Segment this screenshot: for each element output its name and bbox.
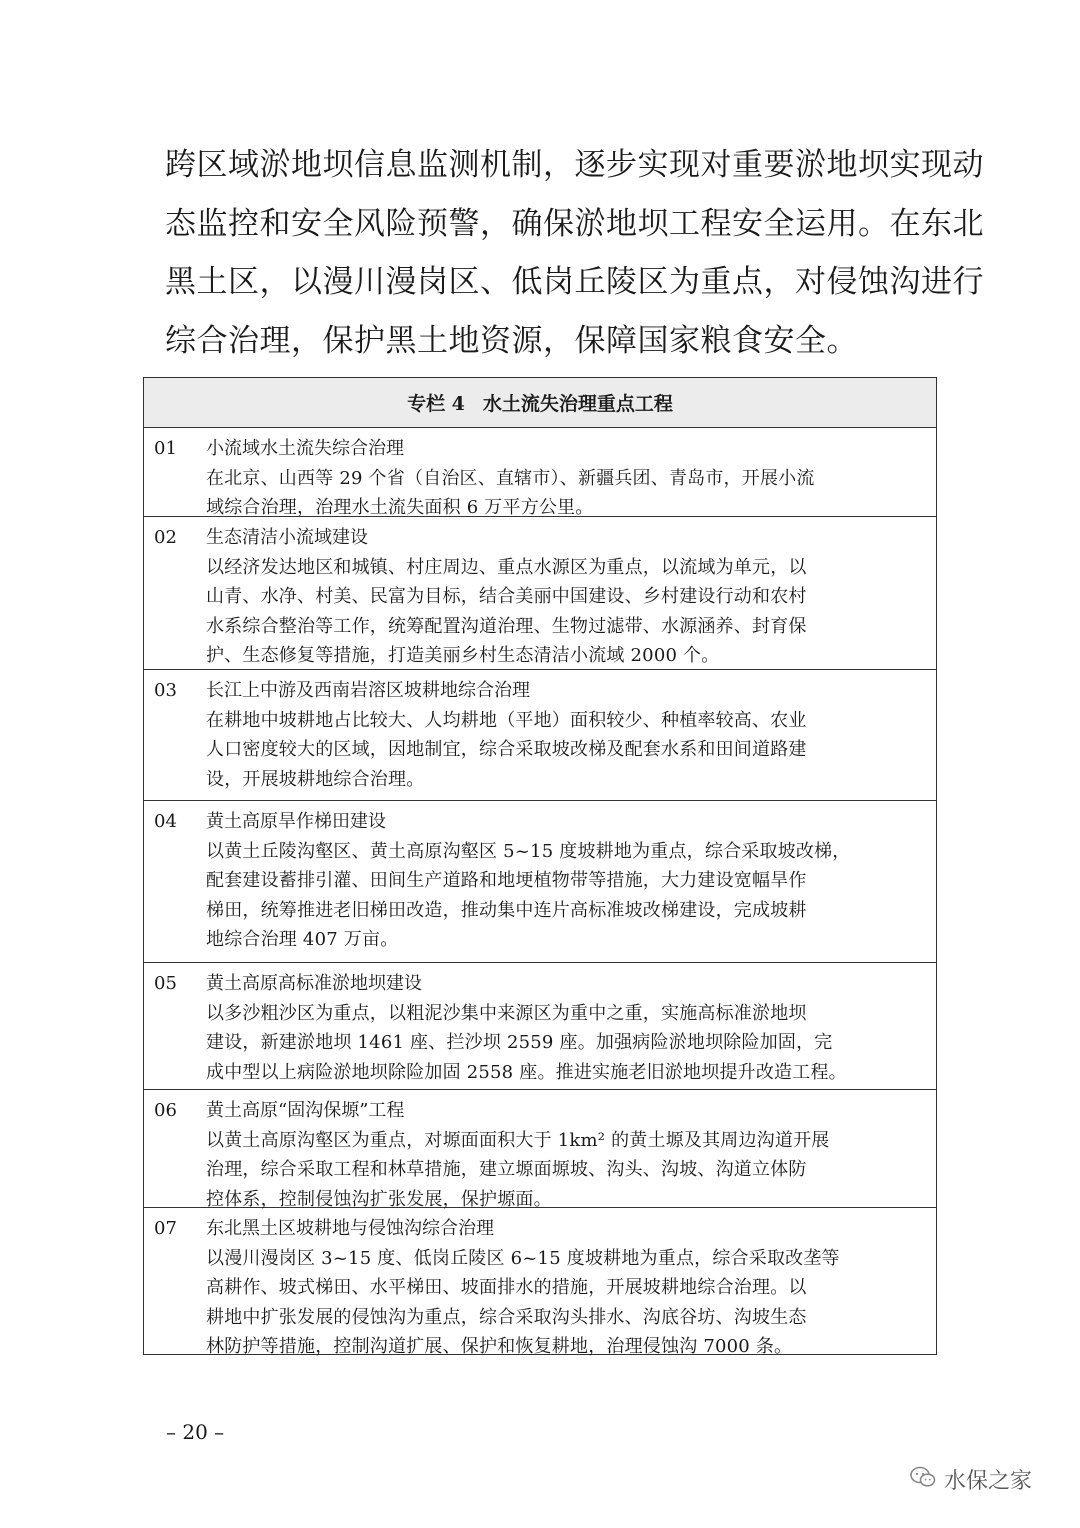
project-body: [206, 969, 936, 1089]
project-text-line: 耕地中扩张发展的侵蚀沟为重点，综合采取沟头排水、沟底谷坊、沟坡生态: [206, 1306, 807, 1328]
project-title: 小流域水土流失综合治理: [206, 438, 404, 459]
page-number: – 20 –: [166, 1420, 225, 1444]
project-number: 05: [154, 973, 177, 994]
intro-line: 跨区域淤地坝信息监测机制，逐步实现对重要淤地坝实现动: [165, 147, 984, 183]
project-text-line: 人口密度较大的区域，因地制宜，综合采取坡改梯及配套水系和田间道路建: [206, 739, 807, 760]
project-text-line: 地综合治理 407 万亩。: [206, 929, 399, 950]
project-row: [144, 428, 936, 517]
project-body: [206, 523, 936, 669]
project-text-line: 在耕地中坡耕地占比较大、人均耕地（平地）面积较少、种植率较高、农业: [206, 709, 807, 731]
project-text-line: 以多沙粗沙区为重点，以粗泥沙集中来源区为重中之重，实施高标准淤地坝: [206, 1002, 807, 1024]
project-row: [144, 801, 936, 963]
project-text-line: 域综合治理，治理水土流失面积 6 万平方公里。: [206, 497, 594, 518]
watermark: [910, 1464, 1032, 1495]
project-title: 生态清洁小流域建设: [206, 527, 368, 548]
project-text-line: 治理，综合采取工程和林草措施，建立塬面塬坡、沟头、沟坡、沟道立体防: [206, 1159, 807, 1180]
project-text-line: 控体系，控制侵蚀沟扩张发展，保护塬面。: [206, 1188, 552, 1210]
wechat-icon: [910, 1466, 944, 1494]
project-text-line: 水系综合整治等工作，统筹配置沟道治理、生物过滤带、水源涵养、封育保: [206, 615, 807, 637]
project-title: 东北黑土区坡耕地与侵蚀沟综合治理: [206, 1218, 494, 1239]
project-text-line: 以黄土高原沟壑区为重点，对塬面面积大于 1km² 的黄土塬及其周边沟道开展: [206, 1129, 830, 1151]
project-text-line: 山青、水净、村美、民富为目标，结合美丽中国建设、乡村建设行动和农村: [206, 586, 807, 607]
project-text-line: 设，开展坡耕地综合治理。: [206, 768, 425, 790]
project-body: [206, 434, 936, 516]
intro-paragraph: [165, 136, 984, 370]
project-text-line: 以漫川漫岗区 3~15 度、低岗丘陵区 6~15 度坡耕地为重点，综合采取改垄等: [206, 1247, 840, 1269]
project-text-line: 高耕作、坡式梯田、水平梯田、坡面排水的措施，开展坡耕地综合治理。以: [206, 1277, 807, 1298]
panel-header: [144, 378, 936, 428]
project-text-line: 配套建设蓄排引灌、田间生产道路和地埂植物带等措施，大力建设宽幅旱作: [206, 870, 807, 891]
project-text-line: 梯田，统筹推进老旧梯田改造，推动集中连片高标准坡改梯建设，完成坡耕: [206, 899, 807, 921]
project-row: [144, 1090, 936, 1208]
project-number: 07: [154, 1218, 177, 1239]
project-number: 03: [154, 680, 177, 701]
project-number: 02: [154, 527, 177, 548]
intro-line: 态监控和安全风险预警，确保淤地坝工程安全运用。在东北: [165, 205, 984, 242]
project-number: 04: [154, 811, 177, 832]
watermark-text: 水保之家: [944, 1469, 1033, 1494]
project-body: [206, 1096, 936, 1210]
project-title: 黄土高原旱作梯田建设: [206, 811, 386, 832]
project-text-line: 建设，新建淤地坝 1461 座、拦沙坝 2559 座。加强病险淤地坝除险加固，完: [206, 1032, 833, 1053]
project-body: [206, 676, 936, 800]
intro-line: 综合治理，保护黑土地资源，保障国家粮食安全。: [165, 322, 858, 359]
project-title: 长江上中游及西南岩溶区坡耕地综合治理: [206, 680, 530, 701]
project-title: 黄土高原高标准淤地坝建设: [206, 973, 422, 994]
project-row: [144, 517, 936, 670]
project-number: 01: [154, 438, 177, 459]
project-body: [206, 807, 936, 962]
project-row: [144, 963, 936, 1090]
key-projects-panel: [143, 377, 937, 1355]
project-row: [144, 670, 936, 801]
project-text-line: 护、生态修复等措施，打造美丽乡村生态清洁小流域 2000 个。: [206, 645, 720, 666]
panel-label: 专栏 4: [407, 393, 465, 415]
project-number: 06: [154, 1100, 177, 1121]
project-text-line: 成中型以上病险淤地坝除险加固 2558 座。推进实施老旧淤地坝提升改造工程。: [206, 1061, 847, 1083]
project-title: 黄土高原“固沟保塬”工程: [206, 1100, 405, 1121]
project-text-line: 以黄土丘陵沟壑区、黄土高原沟壑区 5~15 度坡耕地为重点，综合采取坡改梯，: [206, 840, 851, 862]
project-text-line: 以经济发达地区和城镇、村庄周边、重点水源区为重点，以流域为单元，以: [206, 556, 807, 578]
project-body: [206, 1214, 936, 1357]
panel-title: 水土流失治理重点工程: [482, 393, 673, 415]
project-text-line: 在北京、山西等 29 个省（自治区、直辖市）、新疆兵团、青岛市，开展小流: [206, 467, 815, 489]
intro-line: 黑土区，以漫川漫岗区、低岗丘陵区为重点，对侵蚀沟进行: [165, 264, 984, 300]
project-row: [144, 1208, 936, 1357]
project-text-line: 林防护等措施，控制沟道扩展、保护和恢复耕地，治理侵蚀沟 7000 条。: [206, 1336, 793, 1357]
